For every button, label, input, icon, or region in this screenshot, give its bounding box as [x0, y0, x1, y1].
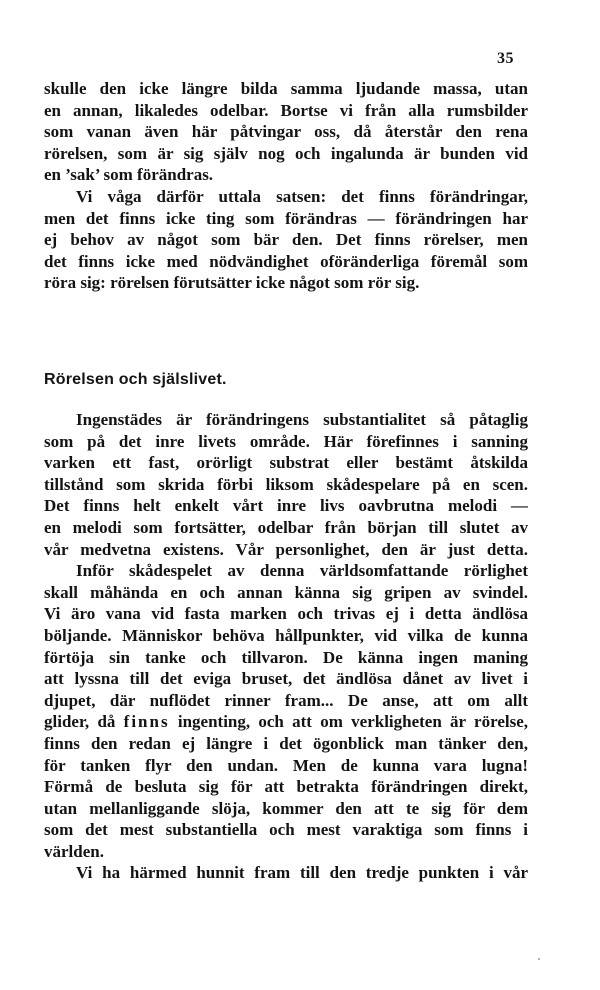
text-line: tillstånd som skrida förbi liksom skådespelare på en scen.: [44, 474, 528, 494]
section-two-text: [44, 409, 528, 884]
text-line: djupet, där nuflödet rinner fram... De anse, att om allt: [44, 690, 528, 710]
text-line: det finns icke med nödvändighet oföränderliga föremål som: [44, 251, 528, 271]
text-line: Ingenstädes är förändringens substantialitet så påtaglig: [76, 410, 528, 429]
text-line: ej behov av något som bär den. Det finns rörelser, men: [44, 230, 528, 250]
section-heading: Rörelsen och själslivet.: [44, 371, 227, 388]
text-line: en ’sak’ som förändras.: [44, 165, 214, 185]
text-line: som på det inre livets område. Här förefinnes i sanning: [44, 431, 528, 451]
text-line-emphasis: [44, 711, 528, 733]
text-line: Förmå de besluta sig för att betrakta förändringen direkt,: [44, 777, 528, 797]
text-line: utan mellanliggande slöja, kommer den att te sig för dem: [44, 798, 528, 818]
emphasized-word: finns: [123, 712, 170, 732]
text-line: en melodi som fortsätter, odelbar från början till slutet av: [44, 517, 528, 537]
text-line: att lyssna till det eviga bruset, det ändlösa dånet av livet i: [44, 669, 528, 689]
text-line: men det finns icke ting som förändras — förändringen har: [44, 208, 528, 228]
text-fragment: glider, då: [44, 712, 116, 732]
section-one-text: [44, 78, 528, 294]
text-line: som det mest substantiella och mest varaktiga som finns i: [44, 820, 528, 840]
text-line: Vi äro vana vid fasta marken och trivas ej i detta ändlösa: [44, 604, 528, 624]
text-line: som vanan även här påtvingar oss, då återstår den rena: [44, 122, 528, 142]
text-line: böljande. Människor behöva hållpunkter, vid vilka de kunna: [44, 625, 528, 645]
text-line: förtöja sin tanke och tillvaron. De känna ingen maning: [44, 647, 528, 667]
text-line: Det finns helt enkelt vårt inre livs oavbrutna melodi —: [44, 496, 528, 516]
text-line: röra sig: rörelsen förutsätter icke något som rör sig.: [44, 273, 420, 293]
text-line: vår medvetna existens. Vår personlighet, den är just detta.: [44, 539, 528, 559]
text-line: världen.: [44, 841, 104, 861]
text-line: skulle den icke längre bilda samma ljudande massa, utan: [44, 79, 528, 98]
text-fragment: ingenting, och att om verkligheten är rörelse,: [177, 712, 528, 732]
text-line: en annan, likaledes odelbar. Bortse vi från alla rumsbilder: [44, 100, 528, 120]
text-line: Vi våga därför uttala satsen: det finns förändringar,: [76, 186, 528, 206]
text-line: Inför skådespelet av denna världsomfattande rörlighet: [76, 561, 528, 581]
page-number: 35: [497, 50, 514, 67]
text-line: varken ett fast, orörligt substrat eller bestämt åtskilda: [44, 453, 528, 473]
text-line: rörelsen, som är sig själv nog och ingalunda är bunden vid: [44, 143, 528, 163]
text-line: skall måhända en och annan känna sig gripen av svindel.: [44, 582, 528, 602]
paper-speck: [538, 958, 540, 960]
text-line: finns den redan ej längre i det ögonblick man tänker den,: [44, 733, 528, 753]
text-line: Vi ha härmed hunnit fram till den tredje punkten i vår: [76, 863, 528, 883]
text-line: för tanken flyr den undan. Men de kunna vara lugna!: [44, 755, 528, 775]
